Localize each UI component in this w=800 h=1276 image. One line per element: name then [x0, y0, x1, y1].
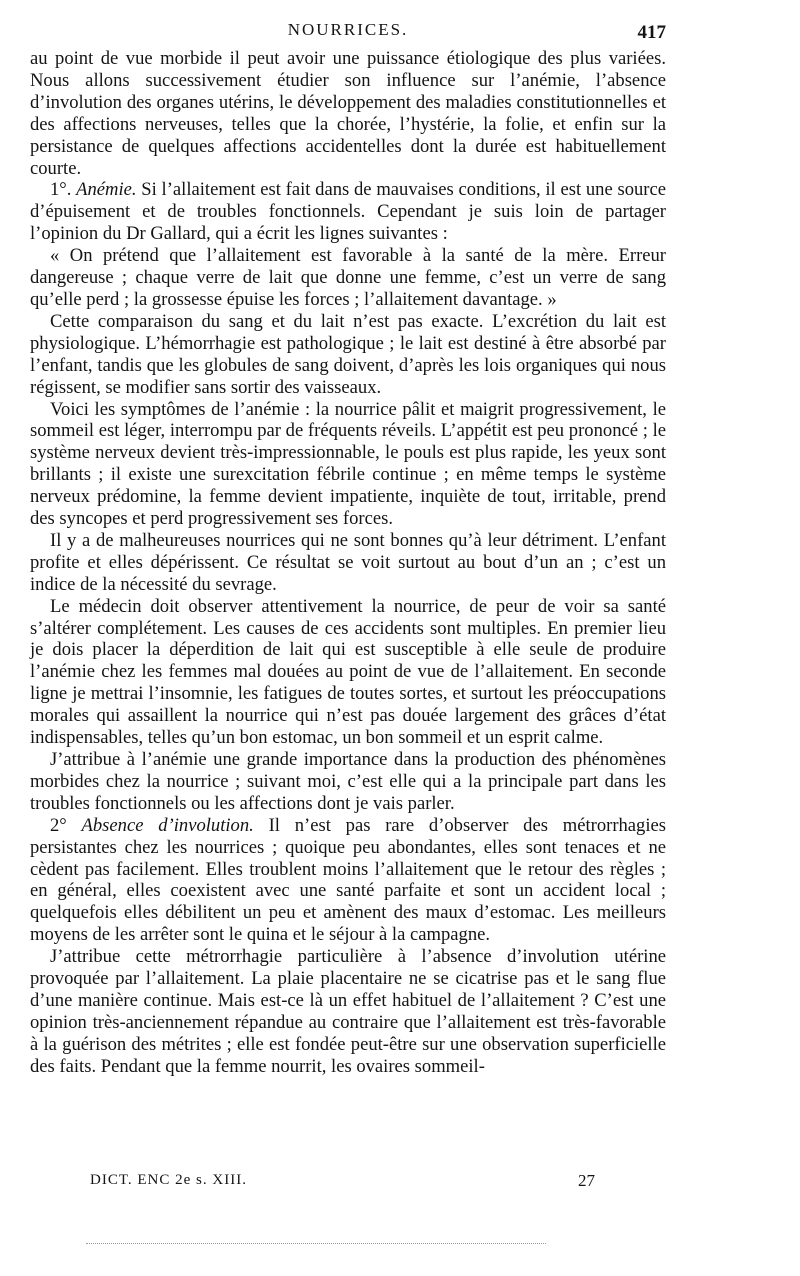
- paragraph: [30, 311, 666, 399]
- body-text: [30, 48, 666, 1078]
- book-page: [30, 18, 666, 1078]
- running-title: NOURRICES.: [287, 20, 409, 39]
- paragraph-text: Cette comparaison du sang et du lait n’est pas exacte. L’excrétion du lait est physiologique. L’hémorrhagie est pathologique ; le lait est destiné à être absorbé par l’enfant, tandis que les globules de sang doivent, d’après les lois organiques qui nous régissent, se modifier sans sortir des vaisseaux.: [30, 310, 666, 398]
- paragraph-text: Voici les symptômes de l’anémie : la nourrice pâlit et maigrit progressivement, le sommeil est léger, interrompu par de fréquents réveils. L’appétit est peu prononcé ; le système nerveux devient très-impressionnable, le pouls est plus rapide, les yeux sont brillants ; il existe une surexcitation fébrile continue ; en même temps le système nerveux prédomine, la femme devient impatiente, inquiète de tout, irritable, prend des syncopes et perd progressivement ses forces.: [30, 398, 666, 530]
- paragraph-text: J’attribue à l’anémie une grande importance dans la production des phénomènes morbides chez la nourrice ; suivant moi, c’est elle qui a la principale part dans les troubles fonctionnels ou les affections dont je vais parler.: [30, 749, 666, 814]
- section-number: 1°.: [50, 179, 72, 201]
- paragraph-text: « On prétend que l’allaitement est favorable à la santé de la mère. Erreur dangereuse ; chaque verre de lait que donne une femme, c’est un verre de sang qu’elle perd ; la grossesse épuise les forces ; l’allaitement davantage. »: [30, 245, 666, 310]
- section-title: Absence d’involution.: [81, 814, 254, 836]
- paragraph-text: Il y a de malheureuses nourrices qui ne sont bonnes qu’à leur détriment. L’enfant profite et elles dépérissent. Ce résultat se voit surtout au bout d’un an ; c’est un indice de la nécessité du sevrage.: [30, 529, 666, 595]
- scan-artifact-line: [86, 1243, 546, 1244]
- page-footer: [90, 1172, 650, 1202]
- footer-sheet-number: 27: [578, 1171, 595, 1190]
- paragraph-text: au point de vue morbide il peut avoir une puissance étiologique des plus variées. Nous allons successivement étudier son influence sur l’anémie, l’absence d’involution des organes utérins, le développement des maladies constitutionnelles et des affections nerveuses, telles que la chorée, l’hystérie, la folie, et enfin sur la persistance de quelques affections accidentelles dont la durée est habituellement courte.: [30, 48, 666, 179]
- section-number: 2°: [50, 814, 67, 836]
- paragraph: [30, 530, 666, 596]
- quotation-paragraph: [30, 245, 666, 311]
- paragraph-text: J’attribue cette métrorrhagie particulière à l’absence d’involution utérine provoquée par l’allaitement. La plaie placentaire ne se cicatrise pas et le sang flue d’une manière continue. Mais est-ce là un effet habituel de l’allaitement ? C’est une opinion très-anciennement répandue au contraire que l’allaitement est très-favorable à la guérison des métrites ; elle est fondée peut-être sur une observation superficielle des faits. Pendant que la femme nourrit, les ovaires sommeil-: [30, 946, 666, 1077]
- running-head: [30, 18, 666, 48]
- paragraph-text: Il n’est pas rare d’observer des métrorrhagies persistantes chez les nourrices ; quoique peu abondantes, elles sont tenaces et ne cèdent pas facilement. Elles troublent moins l’allaitement que le retour des règles ; en général, elles coexistent avec une santé parfaite et sont un accident local ; quelquefois elles débilitent un peu et amènent des maux d’estomac. Les meilleurs moyens de les arrêter sont le quina et le séjour à la campagne.: [30, 814, 667, 946]
- section-paragraph: [30, 815, 666, 946]
- paragraph: [30, 48, 666, 179]
- page-number: 417: [637, 22, 666, 43]
- footer-signature: DICT. ENC 2e s. XIII.: [90, 1172, 247, 1188]
- paragraph-text: Si l’allaitement est fait dans de mauvaises conditions, il est une source d’épuisement et de troubles fonctionnels. Cependant je suis loin de partager l’opinion du Dr Gallard, qui a écrit les lignes suivantes :: [30, 179, 666, 245]
- section-paragraph: [30, 179, 666, 245]
- section-title: Anémie.: [76, 179, 137, 201]
- paragraph: [30, 596, 666, 749]
- paragraph: [30, 946, 666, 1077]
- paragraph: [30, 749, 666, 815]
- paragraph-text: Le médecin doit observer attentivement la nourrice, de peur de voir sa santé s’altérer complétement. Les causes de ces accidents sont multiples. En premier lieu je dois placer la déperdition de lait qui est susceptible à elle seule de produire l’anémie chez les femmes mal douées au point de vue de l’allaitement. En seconde ligne je mettrai l’insomnie, les fatigues de toutes sortes, et surtout les préoccupations morales qui assaillent la nourrice qui n’est pas douée largement des grâces d’état indispensables, telles qu’un bon estomac, un bon sommeil et un esprit calme.: [30, 595, 666, 749]
- paragraph: [30, 399, 666, 530]
